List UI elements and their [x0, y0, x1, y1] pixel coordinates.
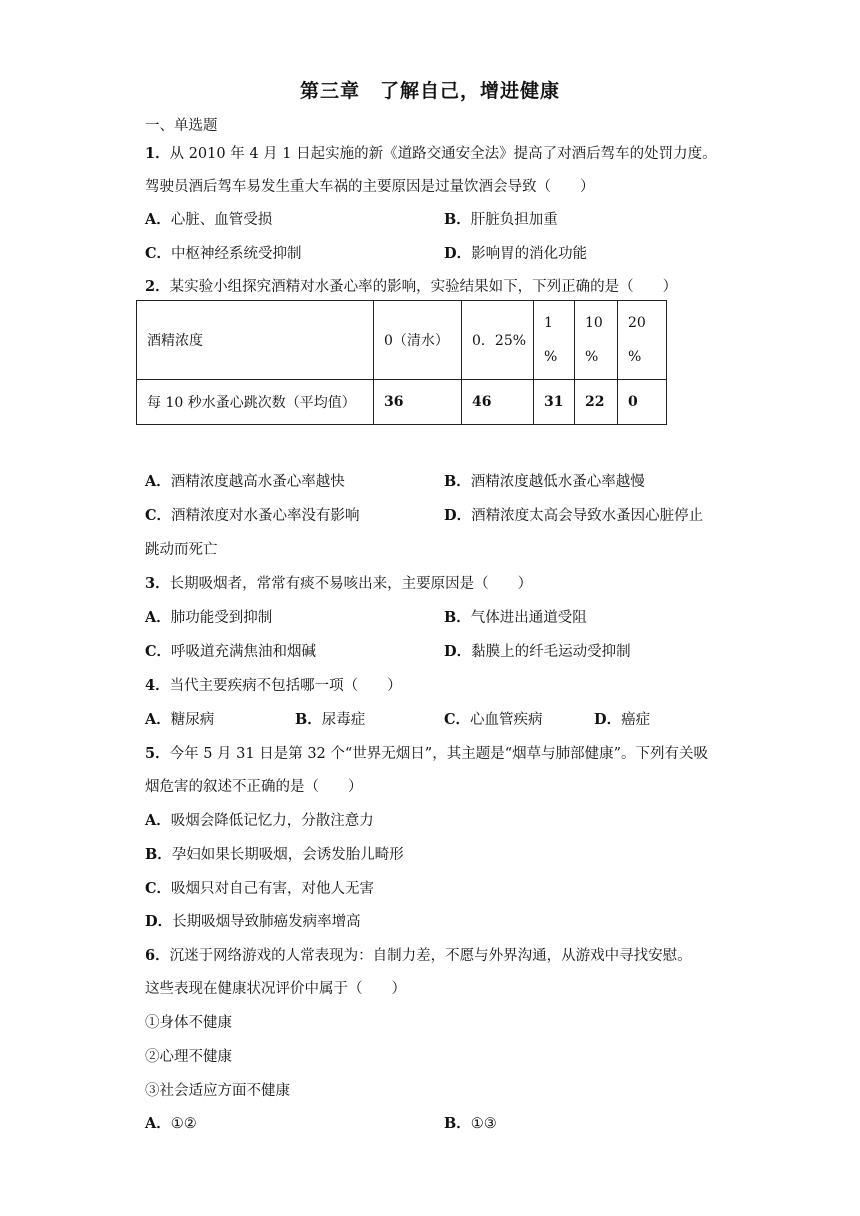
table-cell: 0（清水） — [374, 301, 462, 380]
question-6-option-b — [444, 1112, 497, 1133]
option-label: D． — [444, 245, 472, 262]
table-cell: 36 — [374, 380, 462, 425]
question-2-option-a — [145, 470, 345, 491]
question-2-option-c — [145, 504, 360, 525]
table-cell: 1 % — [534, 301, 575, 380]
question-text: 长期吸烟者，常常有痰不易咳出来，主要原因是（ ） — [169, 576, 533, 592]
option-text: 肝脏负担加重 — [470, 212, 558, 228]
option-text: 酒精浓度太高会导致水蚤因心脏停止 — [471, 508, 704, 524]
option-text: 尿毒症 — [321, 712, 366, 728]
question-1-option-a — [145, 208, 272, 229]
option-label: C． — [145, 643, 172, 660]
question-text: 沉迷于网络游戏的人常表现为：自制力差，不愿与外界沟通，从游戏中寻找安慰。 — [169, 948, 692, 964]
table-cell: 0．25% — [462, 301, 534, 380]
question-4-stem — [145, 674, 402, 695]
question-4-option-d — [594, 708, 650, 729]
question-2-option-b — [444, 470, 645, 491]
option-text: 气体进出通道受阻 — [470, 610, 587, 626]
option-label: B． — [295, 711, 322, 728]
question-number: 2． — [145, 278, 170, 295]
question-1-option-b — [444, 208, 558, 229]
option-label: A． — [145, 711, 171, 728]
option-label: B． — [444, 473, 471, 490]
question-6-statement-1: ①身体不健康 — [145, 1015, 232, 1031]
option-text: 心血管疾病 — [470, 712, 543, 728]
question-6-statement-2: ②心理不健康 — [145, 1049, 232, 1065]
option-text: 中枢神经系统受抑制 — [171, 246, 302, 262]
option-label: A． — [145, 211, 171, 228]
option-label: A． — [145, 812, 171, 829]
option-label: B． — [444, 211, 471, 228]
option-text: 黏膜上的纤毛运动受抑制 — [471, 644, 631, 660]
question-5-option-a — [145, 809, 374, 830]
table-row — [137, 380, 667, 425]
question-4-option-b — [295, 708, 365, 729]
table-row — [137, 301, 667, 380]
question-6-line-2: 这些表现在健康状况评价中属于（ ） — [145, 981, 406, 997]
option-text: 酒精浓度对水蚤心率没有影响 — [171, 508, 360, 524]
question-4-option-c — [444, 708, 543, 729]
question-2-option-d — [444, 504, 703, 525]
table-cell: 每 10 秒水蚤心跳次数（平均值） — [137, 380, 374, 425]
page-title: 第三章 了解自己，增进健康 — [299, 80, 560, 102]
question-1-line-1 — [145, 142, 717, 163]
option-label: C． — [145, 245, 172, 262]
option-text: 影响胃的消化功能 — [471, 246, 588, 262]
table-cell: 20 % — [618, 301, 667, 380]
question-text: 当代主要疾病不包括哪一项（ ） — [169, 678, 402, 694]
option-text: 肺功能受到抑制 — [170, 610, 273, 626]
option-text: 吸烟只对自己有害，对他人无害 — [171, 881, 375, 897]
option-label: D． — [594, 711, 622, 728]
question-5-line-1 — [145, 742, 708, 763]
experiment-table — [136, 300, 667, 425]
question-4-option-a — [145, 708, 214, 729]
question-6-line-1 — [145, 944, 692, 965]
table-cell: 22 — [575, 380, 618, 425]
option-label: D． — [444, 643, 472, 660]
question-6-option-a — [145, 1112, 197, 1133]
option-label: C． — [145, 507, 172, 524]
question-3-option-c — [145, 640, 316, 661]
option-text: ①② — [170, 1116, 197, 1132]
option-text: 呼吸道充满焦油和烟碱 — [171, 644, 317, 660]
question-5-option-d — [145, 910, 361, 931]
option-label: A． — [145, 609, 171, 626]
question-3-option-a — [145, 606, 272, 627]
option-text: 心脏、血管受损 — [170, 212, 273, 228]
question-3-option-b — [444, 606, 587, 627]
question-number: 6． — [145, 947, 170, 964]
question-1-line-2: 驾驶员酒后驾车易发生重大车祸的主要原因是过量饮酒会导致（ ） — [145, 179, 595, 195]
question-text: 从 2010 年 4 月 1 日起实施的新《道路交通安全法》提高了对酒后驾车的处罚力度。 — [169, 146, 717, 162]
option-text: ①③ — [470, 1116, 497, 1132]
option-text: 酒精浓度越高水蚤心率越快 — [170, 474, 345, 490]
question-3-option-d — [444, 640, 631, 661]
section-heading: 一、单选题 — [145, 118, 218, 134]
question-6-statement-3: ③社会适应方面不健康 — [145, 1083, 290, 1099]
option-label: B． — [145, 846, 172, 863]
question-2-option-d-continued: 跳动而死亡 — [145, 542, 218, 558]
option-label: C． — [145, 880, 172, 897]
table-cell: 31 — [534, 380, 575, 425]
question-text: 某实验小组探究酒精对水蚤心率的影响，实验结果如下，下列正确的是（ ） — [169, 279, 678, 295]
option-label: B． — [444, 609, 471, 626]
question-number: 1． — [145, 145, 170, 162]
question-1-option-d — [444, 242, 587, 263]
option-label: B． — [444, 1115, 471, 1132]
question-1-option-c — [145, 242, 302, 263]
question-number: 5． — [145, 745, 170, 762]
question-5-option-c — [145, 877, 374, 898]
table-cell: 10 % — [575, 301, 618, 380]
table-cell: 酒精浓度 — [137, 301, 374, 380]
question-2-stem — [145, 275, 677, 296]
question-number: 4． — [145, 677, 170, 694]
option-text: 吸烟会降低记忆力，分散注意力 — [170, 813, 374, 829]
option-label: D． — [444, 507, 472, 524]
option-label: C． — [444, 711, 471, 728]
option-text: 孕妇如果长期吸烟，会诱发胎儿畸形 — [171, 847, 404, 863]
option-text: 长期吸烟导致肺癌发病率增高 — [172, 914, 361, 930]
table-cell: 0 — [618, 380, 667, 425]
question-text: 今年 5 月 31 日是第 32 个“世界无烟日”，其主题是“烟草与肺部健康”。下列有关吸 — [169, 746, 709, 762]
table-cell: 46 — [462, 380, 534, 425]
option-label: D． — [145, 913, 173, 930]
option-text: 酒精浓度越低水蚤心率越慢 — [470, 474, 645, 490]
option-text: 癌症 — [621, 712, 651, 728]
question-5-line-2: 烟危害的叙述不正确的是（ ） — [145, 779, 363, 795]
question-5-option-b — [145, 843, 404, 864]
option-text: 糖尿病 — [170, 712, 215, 728]
option-label: A． — [145, 1115, 171, 1132]
question-3-stem — [145, 572, 532, 593]
option-label: A． — [145, 473, 171, 490]
question-number: 3． — [145, 575, 170, 592]
